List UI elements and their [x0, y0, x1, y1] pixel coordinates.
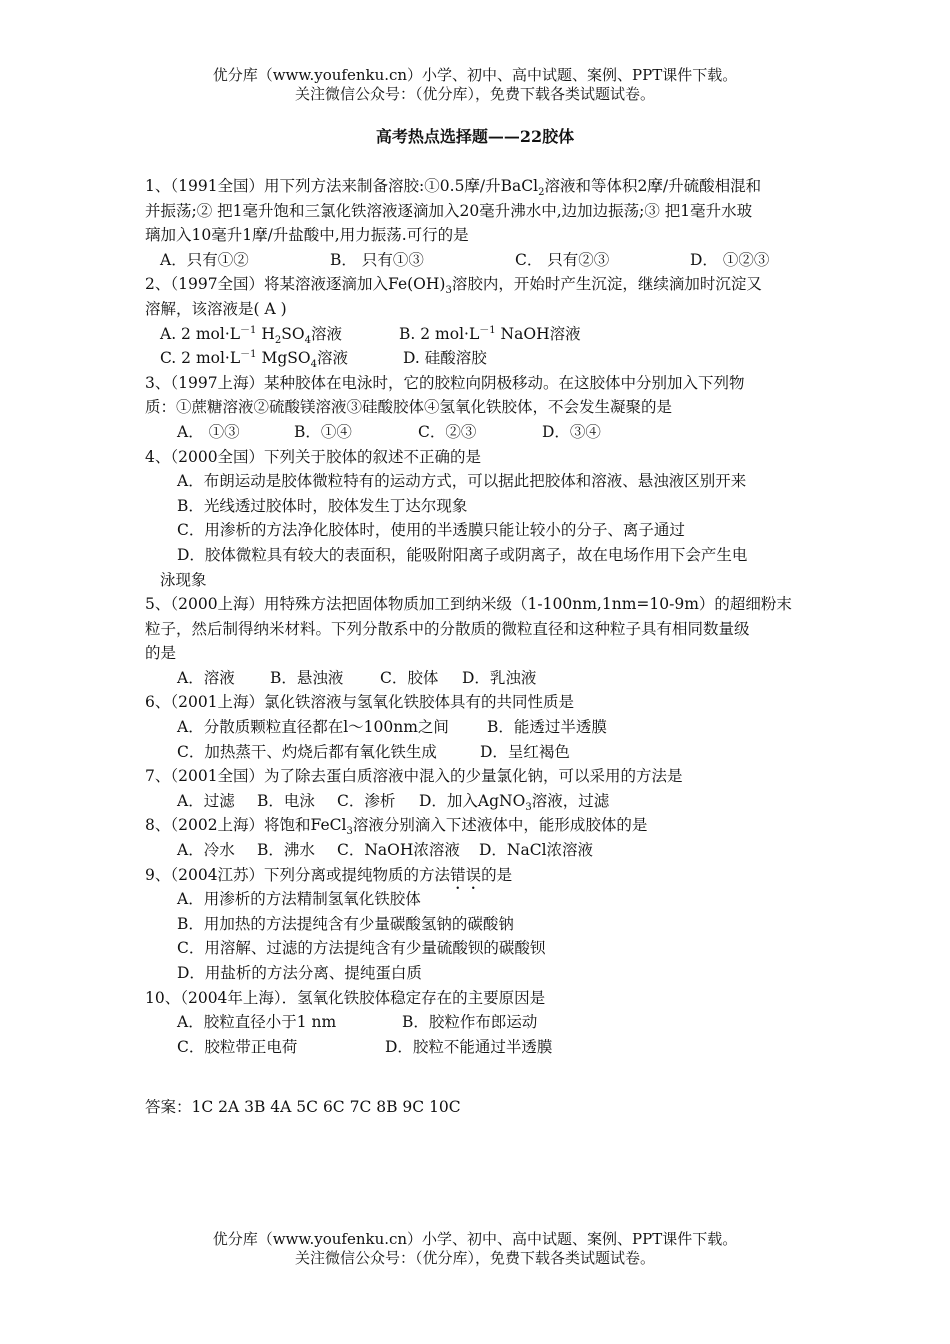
q1-option-a: A．只有①②: [160, 250, 249, 269]
q5-option-a: A．溶液: [177, 668, 235, 687]
q2-options-ab: [145, 322, 815, 347]
q10-options-ab: [145, 1010, 815, 1035]
q6-option-c: C．加热蒸干、灼烧后都有氧化铁生成: [177, 742, 437, 761]
q2-options-cd: [145, 346, 815, 371]
q3-option-b: B．①④: [294, 422, 352, 441]
q2-stem-line-2: 溶解，该溶液是( A ): [145, 299, 287, 318]
q5-stem-line-3: 的是: [145, 644, 177, 663]
q9-emphasis: 错误: [450, 865, 482, 884]
q1-option-c: C． 只有②③: [515, 250, 610, 269]
q5-stem-line-2: 粒子，然后制得纳米材料。下列分散系中的分散质的微粒直径和这种粒子具有相同数量级: [145, 619, 750, 638]
header-line-1: 优分库（www.youfenku.cn）小学、初中、高中试题、案例、PPT课件下载。: [212, 66, 738, 84]
q7-stem: 7、（2001全国）为了除去蛋白质溶液中混入的少量氯化钠，可以采用的方法是: [145, 767, 683, 786]
q9-option-a: A．用渗析的方法精制氢氧化铁胶体: [177, 890, 421, 909]
q3-option-c: C．②③: [418, 422, 477, 441]
document-title: 高考热点选择题——22胶体: [375, 127, 575, 146]
q1-stem-line-3: 璃加入10毫升1摩/升盐酸中,用力振荡.可行的是: [145, 226, 469, 245]
q4-option-a: A．布朗运动是胶体微粒特有的运动方式，可以据此把胶体和溶液、悬浊液区别开来: [177, 472, 747, 491]
q4-stem: 4、（2000全国）下列关于胶体的叙述不正确的是: [145, 447, 482, 466]
q3-stem-line-1: 3、（1997上海）某种胶体在电泳时，它的胶粒向阴极移动。在这胶体中分别加入下列物: [145, 373, 745, 392]
header-line-2: 关注微信公众号：（优分库），免费下载各类试题试卷。: [294, 85, 655, 103]
q6-options-ab: [145, 715, 815, 740]
q6-options-cd: [145, 740, 815, 765]
q9-stem: 9、（2004江苏）下列分离或提纯物质的方法错误的是: [145, 865, 513, 884]
page-header: [0, 66, 950, 104]
q7-option-c: C．渗析: [337, 791, 396, 810]
q7-option-a: A．过滤: [177, 791, 235, 810]
q10-option-d: D．胶粒不能通过半透膜: [385, 1037, 553, 1056]
q1-option-d: D． ①②③: [690, 250, 770, 269]
q3-stem-line-2: 质：①蔗糖溶液②硫酸镁溶液③硅酸胶体④氢氧化铁胶体，不会发生凝聚的是: [145, 398, 673, 417]
q1-options: [145, 248, 815, 273]
q9-option-b: B．用加热的方法提纯含有少量碳酸氢钠的碳酸钠: [177, 914, 514, 933]
q4-option-d-line-1: D．胶体微粒具有较大的表面积，能吸附阳离子或阴离子，故在电场作用下会产生电: [177, 545, 748, 564]
answer-key: 答案：1C 2A 3B 4A 5C 6C 7C 8B 9C 10C: [145, 1098, 461, 1116]
q2-option-b: B. 2 $mol\cdot L^{-1}$ NaOH溶液: [399, 324, 581, 343]
q9-option-c: C．用溶解、过滤的方法提纯含有少量硫酸钡的碳酸钡: [177, 939, 546, 958]
q8-stem: 8、（2002上海）将饱和FeCl$_3$溶液分别滴入下述液体中，能形成胶体的是: [145, 816, 648, 838]
q9-option-d: D．用盐析的方法分离、提纯蛋白质: [177, 964, 422, 982]
q5-options: [145, 666, 815, 691]
q8-option-a: A．冷水: [177, 841, 235, 860]
q2-option-c: C. 2 $mol\cdot L^{-1}$ MgSO$_4$溶液: [160, 349, 348, 371]
q2-option-a: A. 2 $mol\cdot L^{-1}$ $H_2SO_4$溶液: [160, 324, 342, 346]
q6-option-b: B．能透过半透膜: [487, 718, 607, 737]
footer-line-2: 关注微信公众号：（优分库），免费下载各类试题试卷。: [294, 1249, 655, 1267]
q6-stem: 6、（2001上海）氯化铁溶液与氢氧化铁胶体具有的共同性质是: [145, 693, 575, 712]
q7-option-b: B．电泳: [257, 791, 315, 810]
q1-option-b: B． 只有①③: [330, 250, 424, 269]
q5-option-b: B．悬浊液: [270, 668, 344, 687]
q5-option-d: D．乳浊液: [462, 668, 537, 687]
q6-option-d: D．呈红褐色: [480, 742, 570, 761]
q10-option-a: A．胶粒直径小于1 nm: [177, 1013, 337, 1032]
q3-option-a: A． ①③: [177, 422, 240, 441]
q2-option-d: D. 硅酸溶胶: [403, 349, 487, 368]
q7-option-d: D．加入AgNO$_3$溶液，过滤: [419, 791, 610, 813]
q10-option-c: C．胶粒带正电荷: [177, 1037, 298, 1056]
q8-option-d: D．NaCl浓溶液: [479, 841, 594, 860]
q4-option-d-line-2: 泳现象: [160, 570, 207, 589]
q7-options: [145, 789, 815, 814]
q5-option-c: C．胶体: [380, 668, 439, 687]
q8-option-c: C．NaOH浓溶液: [337, 841, 460, 860]
q4-option-c: C．用渗析的方法净化胶体时，使用的半透膜只能让较小的分子、离子通过: [177, 521, 685, 540]
q6-option-a: A．分散质颗粒直径都在l～100nm之间: [177, 718, 449, 737]
q1-stem-line-2: 并振荡;② 把1毫升饱和三氯化铁溶液逐滴加入20毫升沸水中,边加边振荡;③ 把1毫升水玻: [145, 201, 753, 220]
q2-stem-line-1: 2、（1997全国）将某溶液逐滴加入$Fe(OH)_3$溶胶内，开始时产生沉淀，继续滴加时沉淀又: [145, 275, 762, 297]
q10-option-b: B．胶粒作布郎运动: [402, 1013, 538, 1032]
q4-option-b: B．光线透过胶体时，胶体发生丁达尔现象: [177, 496, 468, 515]
footer-line-1: 优分库（www.youfenku.cn）小学、初中、高中试题、案例、PPT课件下载。: [212, 1230, 738, 1248]
q10-options-cd: [145, 1035, 815, 1060]
q5-stem-line-1: 5、（2000上海）用特殊方法把固体物质加工到纳米级（1-100nm,1nm=10-9m）的超细粉末: [145, 595, 792, 614]
question-list: [145, 174, 815, 1059]
q10-stem: 10、（2004年上海）．氢氧化铁胶体稳定存在的主要原因是: [145, 988, 546, 1007]
page-footer: [0, 1230, 950, 1268]
q8-options: [145, 838, 815, 863]
q1-stem-line-1: 1、（1991全国）用下列方法来制备溶胶:①0.5摩/升BaCl$_2$溶液和等体积2摩/升硫酸相混和: [145, 177, 762, 199]
q3-option-d: D．③④: [542, 422, 601, 441]
q8-option-b: B．沸水: [257, 841, 315, 860]
q3-options: [145, 420, 815, 445]
